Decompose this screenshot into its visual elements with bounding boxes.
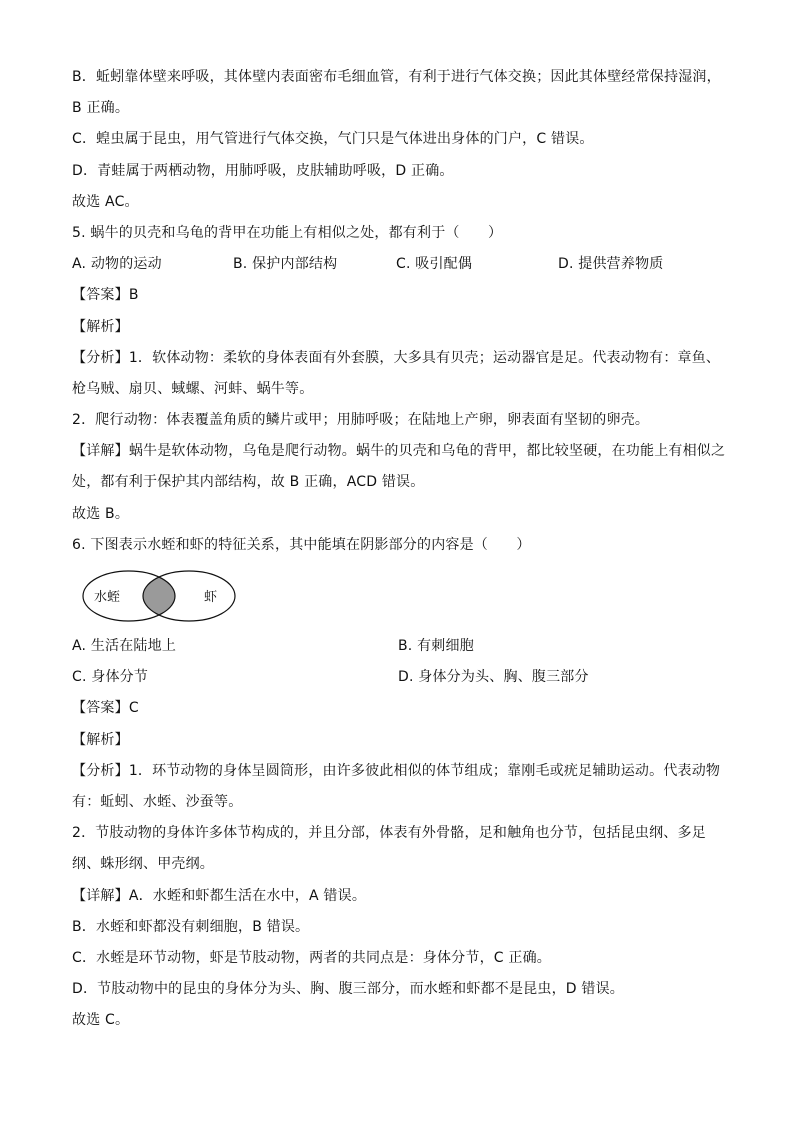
q6-stem: 6. 下图表示水蛭和虾的特征关系，其中能填在阴影部分的内容是（ ） xyxy=(72,536,531,553)
q6-conclusion: 故选 C。 xyxy=(72,1012,130,1029)
q6-option-b: B. 有刺细胞 xyxy=(398,638,474,654)
q4-option-d-explanation: D．青蛙属于两栖动物，用肺呼吸，皮肤辅助呼吸，D 正确。 xyxy=(72,162,454,179)
venn-left-label: 水蛭 xyxy=(94,590,121,605)
q4-option-c-explanation: C．蝗虫属于昆虫，用气管进行气体交换，气门只是气体进出身体的门户，C 错误。 xyxy=(72,131,594,148)
q5-fenxi-2: 枪乌贼、扇贝、蜮螺、河蚌、蜗牛等。 xyxy=(72,380,314,397)
q5-stem: 5. 蜗牛的贝壳和乌龟的背甲在功能上有相似之处，都有利于（ ） xyxy=(72,224,503,241)
q6-option-a: A. 生活在陆地上 xyxy=(72,638,177,654)
q6-answer xyxy=(72,693,732,724)
q4-option-b-explanation-cont: B 正确。 xyxy=(72,100,130,117)
q6-fenxi-2: 有：蚯蚓、水蛭、沙蚕等。 xyxy=(72,793,243,810)
q5-detail-text-1: 蜗牛是软体动物，乌龟是爬行动物。蜗牛的贝壳和乌龟的背甲，都比较坚硬，在功能上有相似之 xyxy=(128,443,726,460)
q6-answer-value: C xyxy=(128,700,139,717)
q5-detail-2: 处，都有利于保护其内部结构，故 B 正确，ACD 错误。 xyxy=(72,474,425,491)
venn-diagram xyxy=(82,569,732,625)
q4-option-b-explanation: B．蚯蚓靠体壁来呼吸，其体壁内表面密布毛细血管，有利于进行气体交换；因此其体壁经常保持湿润， xyxy=(72,69,721,85)
q5-options xyxy=(72,249,732,280)
q6-answer-tag: 【答案】 xyxy=(72,700,129,717)
q6-options-row-1 xyxy=(72,631,732,662)
q6-detail-b: B．水蛭和虾都没有刺细胞，B 错误。 xyxy=(72,918,310,935)
q5-conclusion: 故选 B。 xyxy=(72,505,130,522)
q5-fenxi-tag: 【分析】 xyxy=(72,349,129,366)
q5-detail-1 xyxy=(72,436,732,467)
q5-answer-tag: 【答案】 xyxy=(72,287,129,304)
q5-analysis-tag: 【解析】 xyxy=(72,318,129,335)
venn-diagram-svg xyxy=(82,569,282,623)
q6-fenxi-3: 2．节肢动物的身体许多体节构成的，并且分部，体表有外骨骼，足和触角也分节，包括昆虫纲、多足 xyxy=(72,825,706,842)
q6-detail-a xyxy=(72,881,732,912)
q6-option-d: D. 身体分为头、胸、腹三部分 xyxy=(398,669,589,686)
q5-fenxi-1 xyxy=(72,343,732,374)
q4-conclusion: 故选 AC。 xyxy=(72,193,139,210)
q5-answer-value: B xyxy=(128,287,139,304)
document-page xyxy=(72,62,732,1036)
q5-option-b: B. 保护内部结构 xyxy=(233,256,338,273)
venn-right-label: 虾 xyxy=(204,590,218,605)
q6-option-c: C. 身体分节 xyxy=(72,669,149,686)
q6-fenxi-tag: 【分析】 xyxy=(72,762,129,779)
q6-analysis-tag: 【解析】 xyxy=(72,731,129,748)
q6-fenxi-text-1: 1．环节动物的身体呈圆筒形，由许多彼此相似的体节组成；靠刚毛或疣足辅助运动。代表动物 xyxy=(128,762,721,779)
q5-option-a: A. 动物的运动 xyxy=(72,256,162,273)
q6-detail-text-a: A．水蛭和虾都生活在水中，A 错误。 xyxy=(128,887,367,904)
q5-answer xyxy=(72,280,732,311)
q6-detail-c: C．水蛭是环节动物，虾是节肢动物，两者的共同点是：身体分节，C 正确。 xyxy=(72,949,551,966)
q6-options-row-2 xyxy=(72,662,732,693)
q5-option-d: D. 提供营养物质 xyxy=(558,256,664,273)
q6-detail-tag: 【详解】 xyxy=(72,887,129,904)
q6-fenxi-1 xyxy=(72,756,732,787)
q6-detail-d: D．节肢动物中的昆虫的身体分为头、胸、腹三部分，而水蛭和虾都不是昆虫，D 错误。 xyxy=(72,981,625,998)
q5-detail-tag: 【详解】 xyxy=(72,443,129,460)
q5-option-c: C. 吸引配偶 xyxy=(396,256,473,273)
q5-fenxi-3: 2．爬行动物：体表覆盖角质的鳞片或甲；用肺呼吸；在陆地上产卵，卵表面有坚韧的卵壳。 xyxy=(72,412,650,429)
q5-fenxi-text-1: 1．软体动物：柔软的身体表面有外套膜，大多具有贝壳；运动器官是足。代表动物有：章鱼、 xyxy=(128,349,721,366)
q6-fenxi-4: 纲、蛛形纲、甲壳纲。 xyxy=(72,856,214,873)
